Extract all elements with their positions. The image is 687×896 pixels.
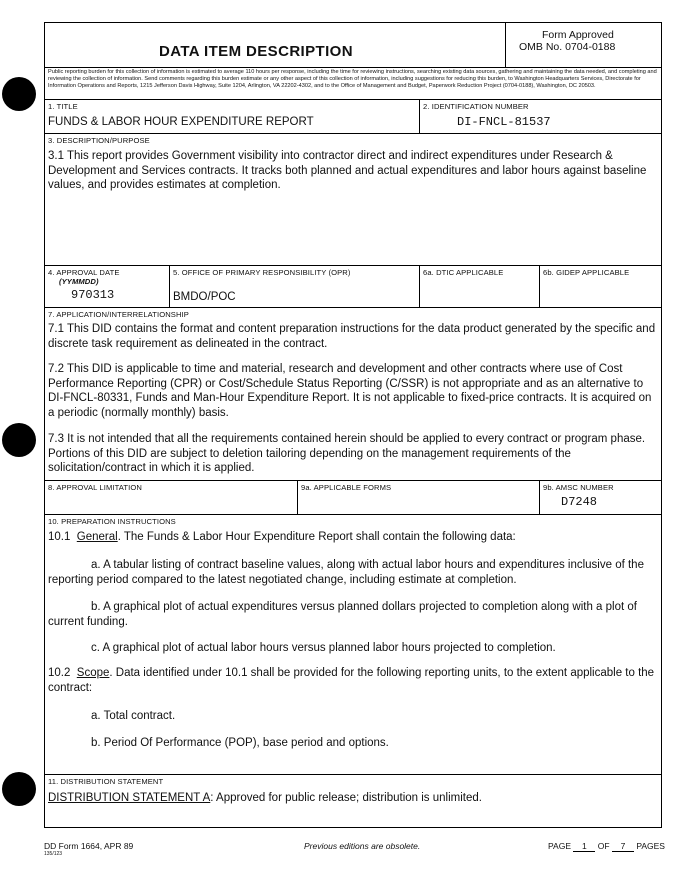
paragraph-10-1-a: a. A tabular listing of contract baseline values, along with actual labor hours and expenditures inclusive of the reporting period compared to the latest negotiated change, including estimate at completion. xyxy=(48,559,644,586)
distribution-statement xyxy=(48,791,658,806)
application-7-3: 7.3 It is not intended that all the requirements contained herein should be applied to every contract or program phase. Portions of this DID are subject to deletion tailoring depending on the management requirements of the solicitation/contract in which it is applied. xyxy=(48,433,646,475)
application-7-2: 7.2 This DID is applicable to time and material, research and development and other contracts where use of Cost Performance Reporting (CPR) or Cost/Schedule Status Reporting (C/SSR) is not appropriate and as an alternative to DI-FNCL-80331, Funds and Man-Hour Expenditure Report. It is not applicable to fixed-price contracts. It is acquired on a periodic (normally monthly) basis. xyxy=(48,363,652,419)
paragraph-10-2-heading: Scope xyxy=(76,667,110,679)
distribution-statement-heading: DISTRIBUTION STATEMENT A xyxy=(48,792,211,804)
application-label: 7. APPLICATION/INTERRELATIONSHIP xyxy=(48,310,189,319)
burden-notice: Public reporting burden for this collection of information is estimated to average 110 hours per response, including the time for reviewing instructions, searching existing data sources, gathering and maintaining the data needed, and completing and reviewing the collection of information. Send comments regarding this burden estimate or any other aspect of this collection of information, including suggestions for reducing this burden, to Washington Headquarters Services, Directorate for Information Operations and Reports, 1215 Jefferson Davis Highway, Suite 1204, Arlington, VA 22202-4302, and to the Office of Management and Budget, Paperwork Reduction Project (0704-0188), Washington, DC 20503. xyxy=(48,69,657,89)
of-word: OF xyxy=(597,841,610,851)
approval-date-value: 970313 xyxy=(71,288,115,302)
pages-word: PAGES xyxy=(636,841,665,851)
approval-limitation-label: 8. APPROVAL LIMITATION xyxy=(48,483,142,492)
paragraph-10-1 xyxy=(48,530,658,545)
punch-hole-bottom xyxy=(2,772,36,806)
amsc-number-label: 9b. AMSC NUMBER xyxy=(543,483,614,492)
dd-form-1664 xyxy=(44,22,662,828)
gidep-applicable-label: 6b. GIDEP APPLICABLE xyxy=(543,268,630,277)
identification-number-value: DI-FNCL-81537 xyxy=(457,115,551,129)
title-label: 1. TITLE xyxy=(48,102,78,111)
punch-hole-top xyxy=(2,77,36,111)
paragraph-10-1-number: 10.1 xyxy=(48,531,71,543)
page-total: 7 xyxy=(612,841,634,852)
form-title: DATA ITEM DESCRIPTION xyxy=(159,43,353,60)
description-label: 3. DESCRIPTION/PURPOSE xyxy=(48,136,150,145)
amsc-number-value: D7248 xyxy=(561,495,598,509)
page-count xyxy=(548,841,665,852)
approval-date-label: 4. APPROVAL DATE xyxy=(48,268,120,277)
page-number: 1 xyxy=(573,841,595,852)
opr-value: BMDO/POC xyxy=(173,291,236,303)
omb-number: OMB No. 0704-0188 xyxy=(519,41,616,53)
paragraph-10-1-heading: General xyxy=(76,531,118,543)
paragraph-10-1-c: c. A graphical plot of actual labor hours versus planned labor hours projected to completion. xyxy=(91,642,556,654)
distribution-statement-text: : Approved for public release; distribution is unlimited. xyxy=(210,792,482,804)
preparation-instructions-label: 10. PREPARATION INSTRUCTIONS xyxy=(48,517,176,526)
title-value: FUNDS & LABOR HOUR EXPENDITURE REPORT xyxy=(48,116,314,128)
applicable-forms-label: 9a. APPLICABLE FORMS xyxy=(301,483,392,492)
paragraph-10-2-text: . Data identified under 10.1 shall be provided for the following reporting units, to the extent applicable to the contract: xyxy=(48,667,655,694)
form-identifier: DD Form 1664, APR 89 xyxy=(44,841,134,851)
obsolete-notice: Previous editions are obsolete. xyxy=(304,841,421,851)
paragraph-10-1-text: . The Funds & Labor Hour Expenditure Report shall contain the following data: xyxy=(117,531,516,543)
identification-number-label: 2. IDENTIFICATION NUMBER xyxy=(423,102,529,111)
page-word: PAGE xyxy=(548,841,571,851)
paragraph-10-2 xyxy=(48,666,658,695)
distribution-statement-label: 11. DISTRIBUTION STATEMENT xyxy=(48,777,164,786)
dtic-applicable-label: 6a. DTIC APPLICABLE xyxy=(423,268,504,277)
description-text: 3.1 This report provides Government visibility into contractor direct and indirect expenditures under Research & Development and Services contracts. It tracks both planned and actual expenditures and labor hours against baseline values, and provides estimates at completion. xyxy=(48,150,647,192)
approval-date-format: (YYMMDD) xyxy=(59,277,99,286)
form-code: 135/123 xyxy=(44,851,63,857)
paragraph-10-2-b: b. Period Of Performance (POP), base period and options. xyxy=(91,737,389,749)
paragraph-10-1-b: b. A graphical plot of actual expenditures versus planned dollars projected to completion along with a plot of current funding. xyxy=(48,601,637,628)
punch-hole-middle xyxy=(2,423,36,457)
application-7-1: 7.1 This DID contains the format and content preparation instructions for the data product generated by the specific and discrete task requirement as delineated in the contract. xyxy=(48,323,656,350)
paragraph-10-2-number: 10.2 xyxy=(48,667,71,679)
form-approved-label: Form Approved xyxy=(542,29,614,41)
opr-label: 5. OFFICE OF PRIMARY RESPONSIBILITY (OPR) xyxy=(173,268,351,277)
paragraph-10-2-a: a. Total contract. xyxy=(91,710,176,722)
